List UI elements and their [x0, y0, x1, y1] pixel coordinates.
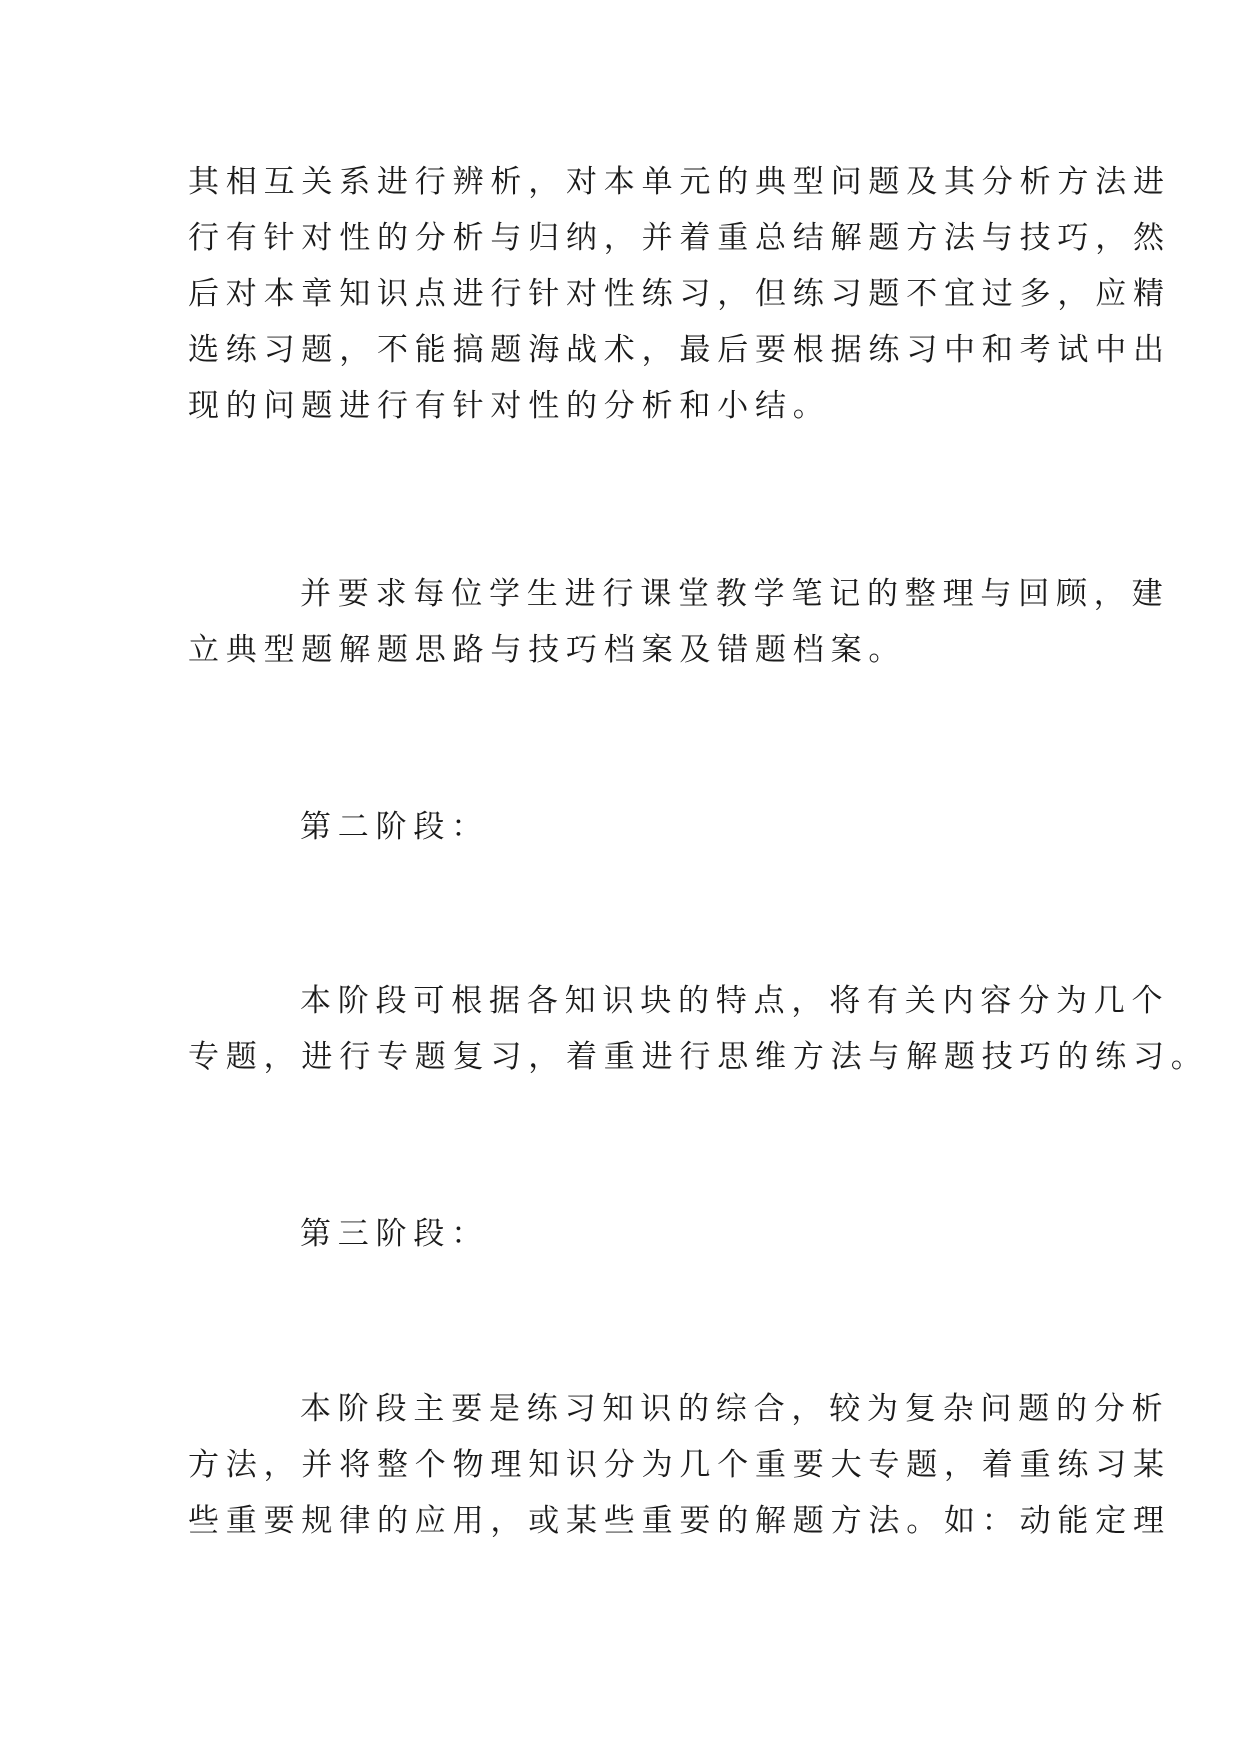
text-line: 并要求每位学生进行课堂教学笔记的整理与回顾，建 — [300, 576, 1170, 612]
text-line: 立典型题解题思路与技巧档案及错题档案。 — [188, 632, 907, 668]
text-line: 些重要规律的应用，或某些重要的解题方法。如：动能定理 — [188, 1503, 1171, 1539]
text-line: 专题，进行专题复习，着重进行思维方法与解题技巧的练习。 — [188, 1039, 1209, 1075]
text-line: 后对本章知识点进行针对性练习，但练习题不宜过多，应精 — [188, 276, 1171, 312]
text-line: 第三阶段： — [300, 1216, 489, 1252]
text-line: 方法，并将整个物理知识分为几个重要大专题，着重练习某 — [188, 1447, 1171, 1483]
text-line: 现的问题进行有针对性的分析和小结。 — [188, 388, 831, 424]
paragraph-notes-requirement — [188, 566, 1170, 678]
text-line: 行有针对性的分析与归纳，并着重总结解题方法与技巧，然 — [188, 220, 1171, 256]
text-line: 选练习题，不能搞题海战术，最后要根据练习中和考试中出 — [188, 332, 1171, 368]
paragraph-analysis-summary — [188, 154, 1171, 434]
text-line: 本阶段可根据各知识块的特点，将有关内容分为几个 — [300, 983, 1170, 1019]
heading-stage-three — [300, 1206, 900, 1262]
text-line: 第二阶段： — [300, 809, 489, 845]
text-line: 本阶段主要是练习知识的综合，较为复杂问题的分析 — [300, 1391, 1170, 1427]
paragraph-stage-two-content — [188, 973, 1209, 1085]
heading-stage-two — [300, 799, 900, 855]
paragraph-stage-three-content — [188, 1381, 1171, 1549]
text-line: 其相互关系进行辨析，对本单元的典型问题及其分析方法进 — [188, 164, 1171, 200]
